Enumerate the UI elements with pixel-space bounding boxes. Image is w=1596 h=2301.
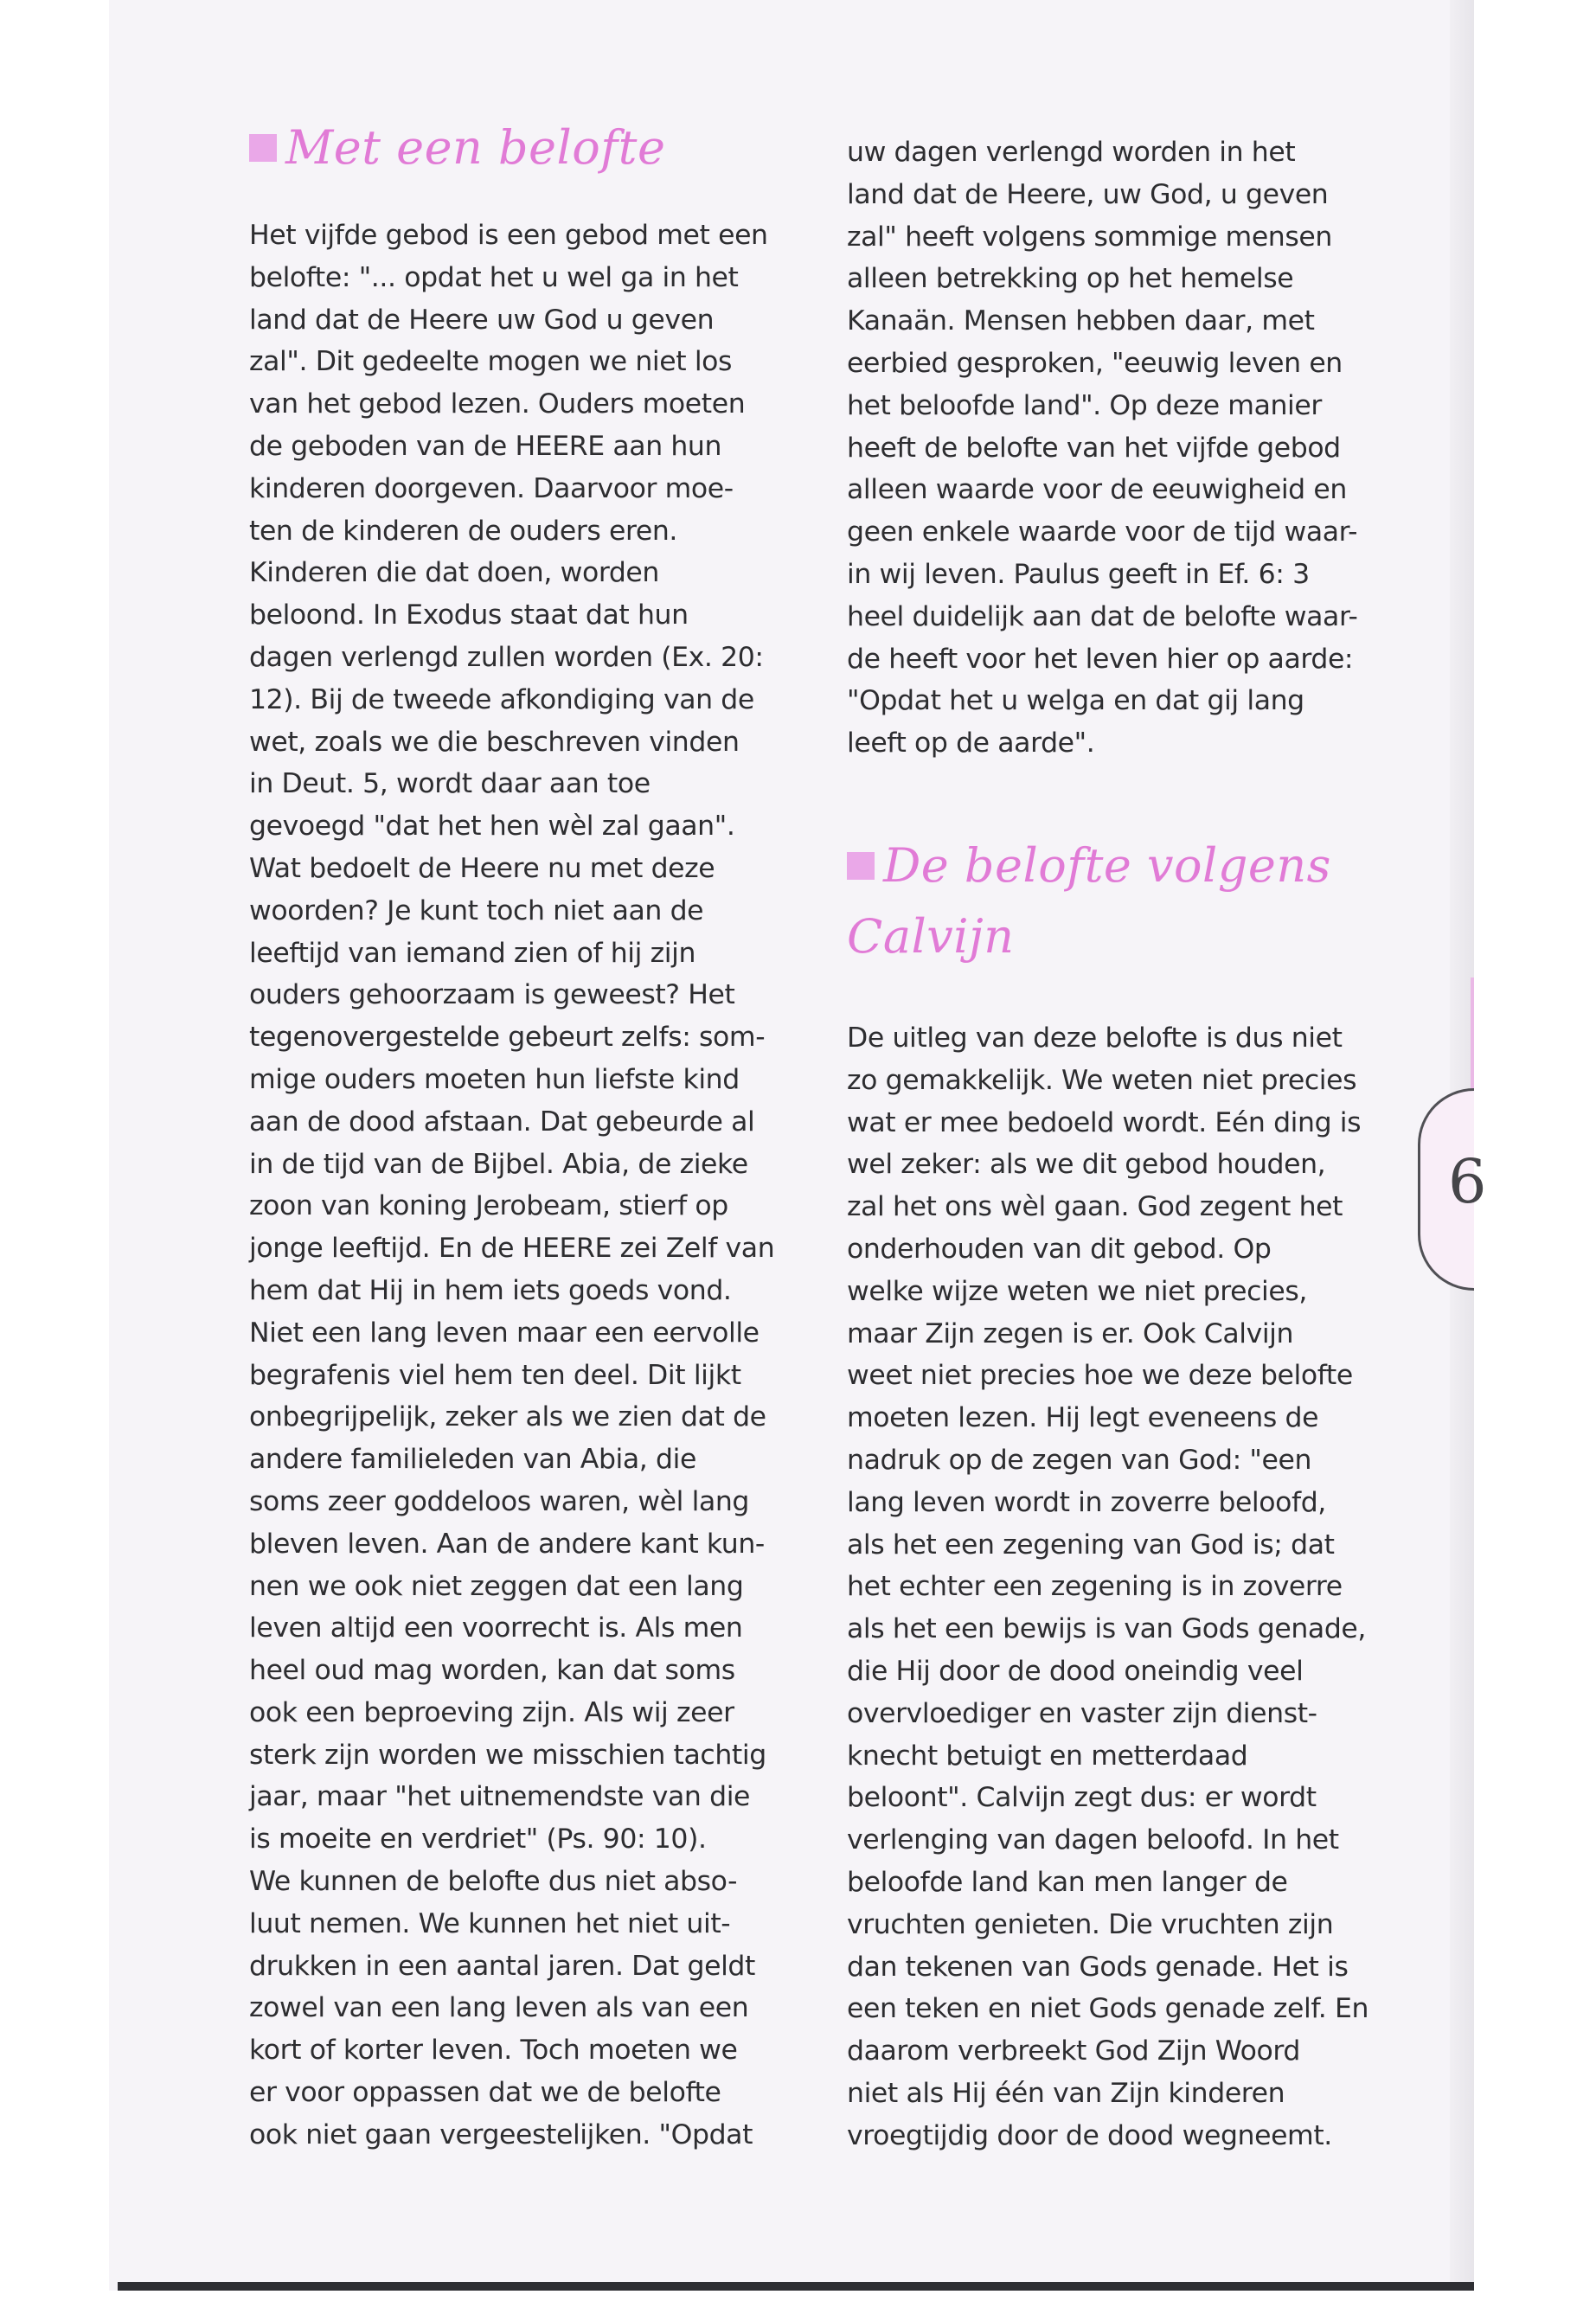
heading-square-icon [249,134,277,162]
section-heading-text: Met een belofte [285,120,666,175]
body-paragraph: De uitleg van deze belofte is dus niet zo gemakkelijk. We weten niet precies wat er mee bedoeld wordt. Eén ding is wel zeker: als we dit gebod houden, zal het ons wèl gaan. God zegent het onderhouden van dit gebod. Op welke wijze weten we niet precies, maar Zijn zegen is er. Ook Calvijn weet niet precies hoe we deze belofte moeten lezen. Hij legt eveneens de nadruk op de zegen van God: "een lang leven wordt in zoverre beloofd, als het een zegening van God is; dat het echter een zegening is in zoverre als het een bewijs is van Gods genade, die Hij door de dood oneindig veel overvloediger en vaster zijn dienst- knecht betuigt en metterdaad beloont". Calvijn zegt dus: er wordt verlenging van dagen beloofd. In het beloofde land kan men langer de vruchten genieten. Die vruchten zijn dan tekenen van Gods genade. Het is een teken en niet Gods genade zelf. En daarom verbreekt God Zijn Woord niet als Hij één van Zijn kinderen vroegtijdig door de dood wegneemt. [847,1022,1369,2151]
body-paragraph-continued: uw dagen verlengd worden in het land dat de Heere, uw God, u geven zal" heeft volgens sommige mensen alleen betrekking op het hemelse Kanaän. Mensen hebben daar, met eerbied gesproken, "eeuwig leven en het beloofde land". Op deze manier heeft de belofte van het vijfde gebod alleen waarde voor de eeuwigheid en geen enkele waarde voor de tijd waar- in wij leven. Paulus geeft in Ef. 6: 3 heel duidelijk aan dat de belofte waar- de heeft voor het leven hier op aarde: "Opdat het u welga en dat gij lang leeft op de aarde". [847,137,1358,760]
book-page [109,0,1487,2291]
section-heading-text: De belofte volgens Calvijn [847,838,1331,964]
body-paragraph: Het vijfde gebod is een gebod met een belofte: "... opdat het u wel ga in het land dat de Heere uw God u geven zal". Dit gedeelte mogen we niet los van het gebod lezen. Ouders moeten de geboden van de HEERE aan hun kinderen doorgeven. Daarvoor moe- ten de kinderen de ouders eren. Kinderen die dat doen, worden beloond. In Exodus staat dat hun dagen verlengd zullen worden (Ex. 20: 12). Bij de tweede afkondiging van de wet, zoals we die beschreven vinden in Deut. 5, wordt daar aan toe gevoegd "dat het hen wèl zal gaan". Wat bedoelt de Heere nu met deze woorden? Je kunt toch niet aan de leeftijd van iemand zien of hij zijn ouders gehoorzaam is geweest? Het tegenovergestelde gebeurt zelfs: som- mige ouders moeten hun liefste kind aan de dood afstaan. Dat gebeurde al in de tijd van de Bijbel. Abia, de zieke zoon van koning Jerobeam, stierf op jonge leeftijd. En de HEERE zei Zelf van hem dat Hij in hem iets goeds vond. Niet een lang leven maar een eervolle begrafenis viel hem ten deel. Dit lijkt onbegrijpelijk, zeker als we zien dat de andere familieleden van Abia, die soms zeer goddeloos waren, wèl lang bleven leven. Aan de andere kant kun- nen we ook niet zeggen dat een lang leven altijd een voorrecht is. Als men heel oud mag worden, kan dat soms ook een beproeving zijn. Als wij zeer sterk zijn worden we misschien tachtig jaar, maar "het uitnemendste van die is moeite en verdriet" (Ps. 90: 10). We kunnen de belofte dus niet abso- luut nemen. We kunnen het niet uit- drukken in een aantal jaren. Dat geldt zowel van een lang leven als van een kort of korter leven. Toch moeten we er voor oppassen dat we de belofte ook niet gaan vergeestelijken. "Opdat [249,220,775,2150]
chapter-number: 6 [1448,1146,1487,1217]
section-heading-met-een-belofte [249,112,665,183]
heading-square-icon [847,852,875,880]
chapter-tab [1418,1088,1487,1291]
bottom-edge-line [118,2282,1474,2291]
section-heading-calvijn [847,830,1401,972]
